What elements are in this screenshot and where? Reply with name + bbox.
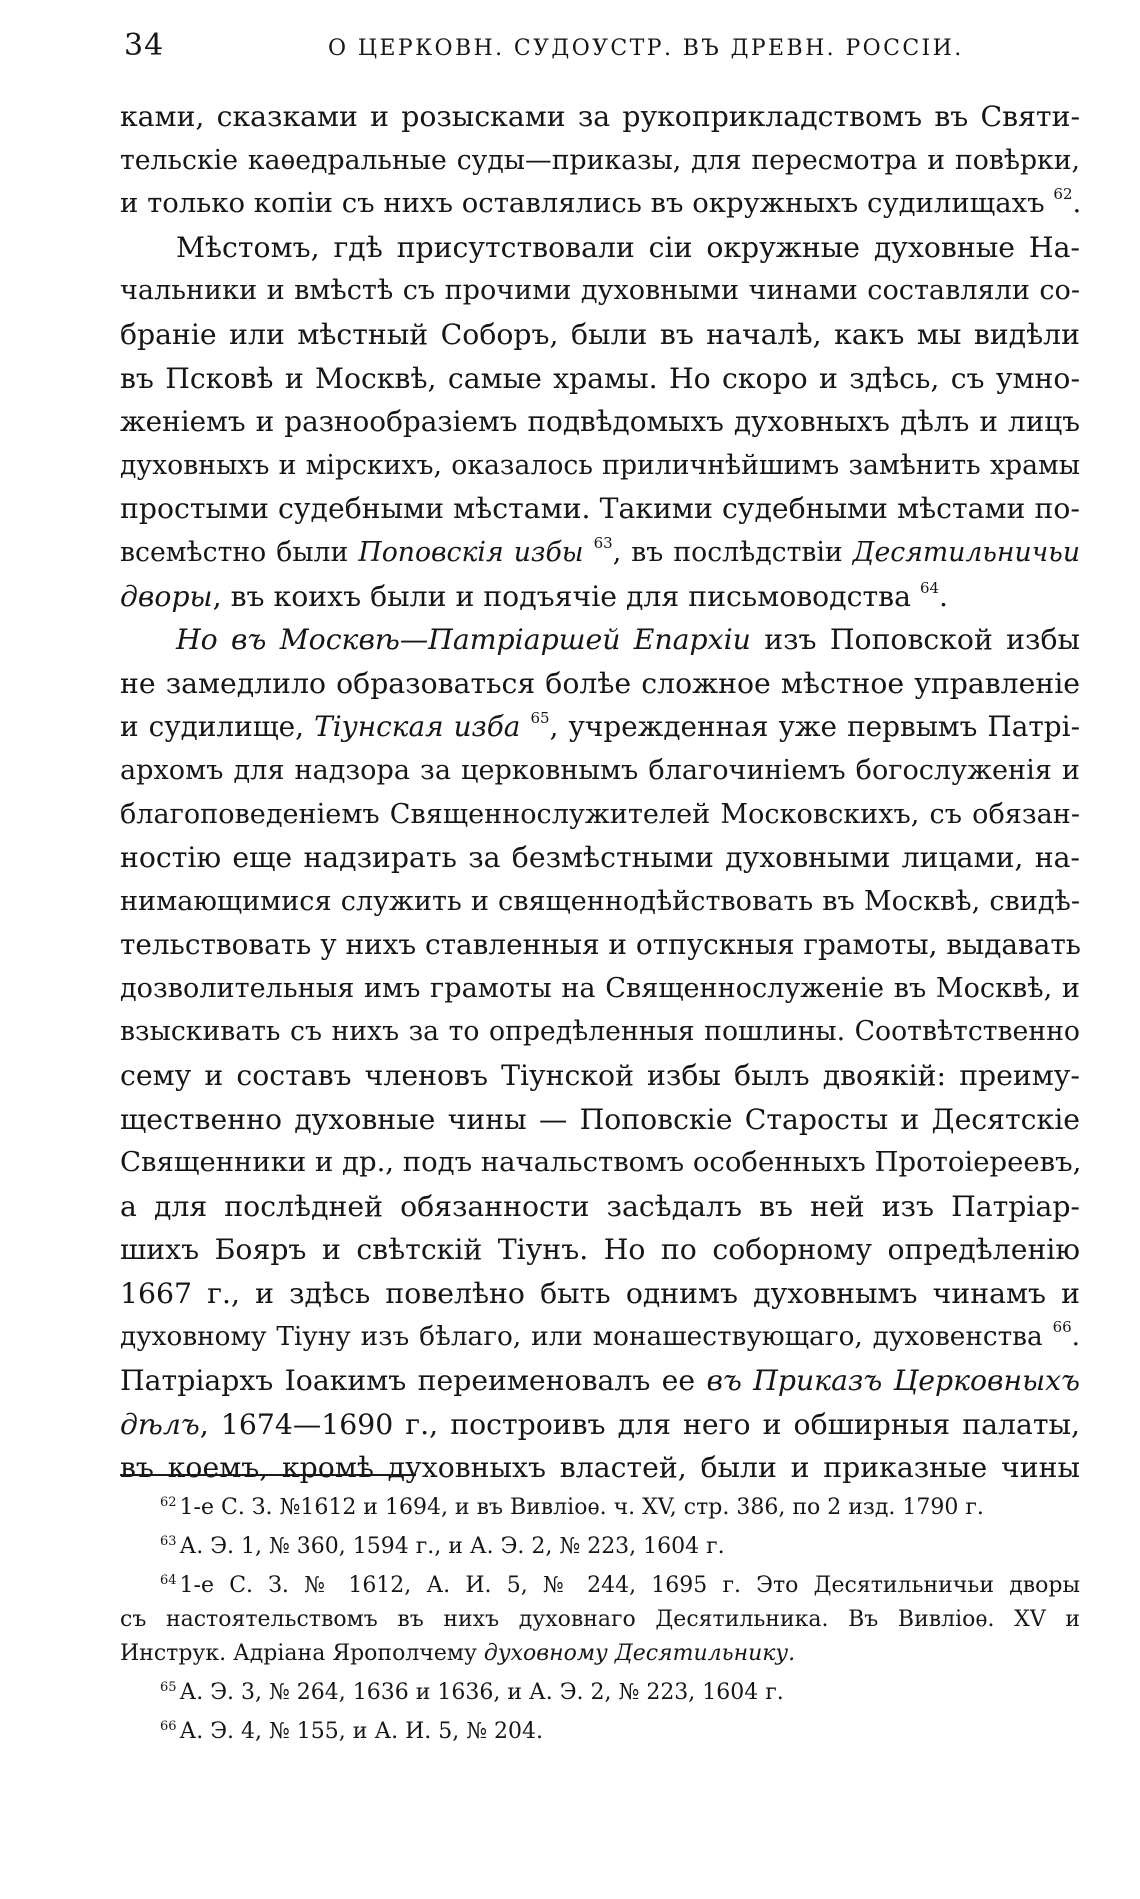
text-line: тельскіе каѳедральные суды—приказы, для пересмотра и повѣрки, <box>120 144 1080 176</box>
italic-term: духовному Десятильнику. <box>483 1641 796 1666</box>
footnote-ref: 64 <box>919 578 940 597</box>
italic-term: Тіунская изба <box>314 710 521 744</box>
text-line: духовныхъ и мірскихъ, оказалось приличнѣйшимъ замѣнить храмы <box>120 449 1080 481</box>
footnote: $^{63}$ А. Э. 1, № 360, 1594 г., и А. Э. 2, № 223, 1604 г. <box>160 1534 725 1559</box>
text-line: благоповеденіемъ Священнослужителей Московскихъ, съ обязан- <box>120 798 1080 830</box>
italic-term: въ Приказъ Церковныхъ <box>706 1364 1080 1398</box>
text-line: сему и составъ членовъ Тіунской избы былъ двоякій: преиму- <box>120 1059 1080 1093</box>
body-text <box>120 95 1080 1490</box>
text-line: а для послѣдней обязанности засѣдалъ въ ней изъ Патріар- <box>120 1189 1080 1223</box>
footnote: $^{66}$ А. Э. 4, № 155, и А. И. 5, № 204. <box>160 1719 544 1744</box>
footnote: $^{62}$ 1-е С. З. №1612 и 1694, и въ Вивліоѳ. ч. XV, стр. 386, по 2 изд. 1790 г. <box>160 1495 984 1520</box>
footnote-number: 62 <box>160 1495 177 1510</box>
text-line: тельствовать у нихъ ставленныя и отпускныя грамоты, выдавать <box>120 928 1081 962</box>
footnote-number: 64 <box>160 1573 177 1588</box>
text-line: Но въ Москвѣ—Патріаршей Епархіи изъ Поповской избы <box>176 623 1080 657</box>
page-header <box>118 28 1078 72</box>
text-line: духовному Тіуну изъ бѣлаго, или монашествующаго, духовенства $^{66}$. <box>120 1317 1081 1352</box>
footnote-number: 63 <box>160 1534 177 1549</box>
text-line: всемѣстно были Поповскія избы $^{63}$, въ послѣдствіи Десятильничьи <box>120 533 1081 568</box>
text-line: Патріархъ Іоакимъ переименовалъ ее въ Приказъ Церковныхъ <box>120 1364 1080 1398</box>
running-title: О ЦЕРКОВН. СУДОУСТР. ВЪ ДРЕВН. РОССІИ. <box>328 36 964 61</box>
italic-term: дворы <box>120 579 213 613</box>
page-number: 34 <box>124 28 165 63</box>
text-line: женіемъ и разнообразіемъ подвѣдомыхъ духовныхъ дѣлъ и лицъ <box>120 405 1080 439</box>
footnote-number: 65 <box>160 1680 177 1695</box>
text-line: браніе или мѣстный Соборъ, были въ началѣ, какъ мы видѣли <box>120 317 1080 351</box>
italic-term: дѣлъ <box>120 1407 200 1441</box>
text-line: ностію еще надзирать за безмѣстными духовными лицами, на- <box>120 841 1080 875</box>
footnote-ref: 65 <box>530 709 550 728</box>
text-line: дозволительныя имъ грамоты на Священнослуженіе въ Москвѣ, и <box>120 972 1080 1004</box>
text-line: нимающимися служить и священнодѣйствовать въ Москвѣ, свидѣ- <box>120 885 1080 917</box>
text-line: чальники и вмѣстѣ съ прочими духовными чинами составляли со- <box>120 275 1080 307</box>
text-line: и только копіи съ нихъ оставлялись въ окружныхъ судилищахъ $^{62}$. <box>120 185 1082 220</box>
footnote-ref: 62 <box>1053 185 1073 204</box>
footnote-continuation: Инструк. Адріана Ярополчему духовному Десятильнику. <box>120 1641 796 1666</box>
footnote-number: 66 <box>160 1719 177 1734</box>
text-line: въ Псковѣ и Москвѣ, самые храмы. Но скоро и здѣсь, съ умно- <box>120 361 1080 395</box>
footnote-ref: 66 <box>1052 1317 1072 1336</box>
text-line: взыскивать съ нихъ за то опредѣленныя пошлины. Соотвѣтственно <box>120 1016 1080 1048</box>
text-line: щественно духовные чины — Поповскіе Старосты и Десятскіе <box>120 1102 1080 1136</box>
text-line: дѣлъ, 1674—1690 г., построивъ для него и обширныя палаты, <box>120 1407 1080 1441</box>
text-line: простыми судебными мѣстами. Такими судебными мѣстами по- <box>120 492 1080 526</box>
text-line: Священники и др., подъ начальствомъ особенныхъ Протоіереевъ, <box>120 1146 1082 1179</box>
text-line: 1667 г., и здѣсь повелѣно быть однимъ духовнымъ чинамъ и <box>120 1277 1080 1311</box>
text-line: Мѣстомъ, гдѣ присутствовали сіи окружные духовные На- <box>176 230 1080 264</box>
footnote: $^{65}$ А. Э. 3, № 264, 1636 и 1636, и А. Э. 2, № 223, 1604 г. <box>160 1680 784 1705</box>
text-line: ками, сказками и розысками за рукоприкладствомъ въ Святи- <box>120 100 1080 133</box>
italic-term: Но въ Москвѣ—Патріаршей Епархіи <box>176 623 751 657</box>
footnote-continuation: съ настоятельствомъ въ нихъ духовнаго Десятильника. Въ Вивліоѳ. XV и <box>120 1607 1080 1632</box>
text-line: и судилище, Тіунская изба $^{65}$, учрежденная уже первымъ Патрі- <box>120 709 1080 744</box>
text-line: дворы, въ коихъ были и подъячіе для письмоводства $^{64}$. <box>120 578 949 613</box>
text-line: шихъ Бояръ и свѣтскій Тіунъ. Но по соборному опредѣленію <box>120 1233 1080 1267</box>
footnote: $^{64}$ 1-е С. З. № 1612, А. И. 5, № 244, 1695 г. Это Десятильничьи дворы <box>160 1573 1080 1598</box>
text-line: въ коемъ, кромѣ духовныхъ властей, были и приказные чины <box>120 1451 1080 1485</box>
footnote-divider <box>120 1474 416 1476</box>
text-line: не замедлило образоваться болѣе сложное мѣстное управленіе <box>120 666 1080 700</box>
italic-term: Поповскія избы <box>358 536 584 568</box>
footnotes <box>120 1486 1080 1749</box>
footnote-ref: 63 <box>593 533 613 552</box>
text-line: архомъ для надзора за церковнымъ благочиніемъ богослуженія и <box>120 754 1080 786</box>
italic-term: Десятильничьи <box>852 536 1081 568</box>
